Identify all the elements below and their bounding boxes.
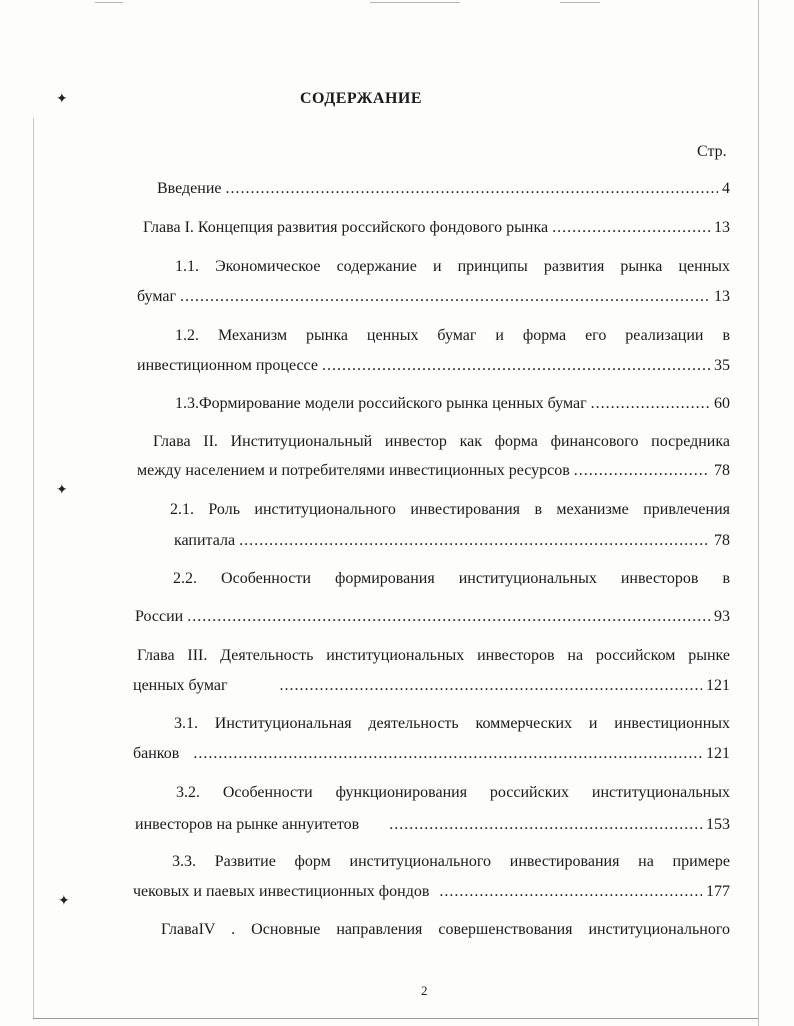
toc-entry-1-2: 1.2. Механизм рынка ценных бумаг и форма его реализации в (175, 327, 730, 344)
scan-border-right (758, 0, 759, 1026)
toc-entry-2-1-cont: капитала ..... 78 (174, 531, 730, 551)
toc-entry-3-2-cont: инвесторов на рынке аннуитетов ..... 153 (135, 815, 730, 835)
toc-entry-3-3-cont: чековых и паевых инвестиционных фондов ..... 177 (133, 882, 730, 902)
footer-page-number: 2 (421, 983, 428, 998)
toc-entry-3-1: 3.1. Институциональная деятельность коммерческих и инвестиционных (174, 715, 730, 732)
toc-entry-1-1-cont: бумаг ..... 13 (137, 287, 730, 307)
toc-entry-introduction: Введение ..... 4 (157, 179, 730, 199)
toc-entry-chapter-3-cont: ценных бумаг ..... 121 (133, 676, 730, 696)
scan-artifact (95, 2, 123, 3)
scan-border-left (33, 118, 34, 1018)
toc-entry-chapter-1: Глава I. Концепция развития российского фондового рынка ..... 13 (143, 218, 730, 238)
page-title: СОДЕРЖАНИЕ (300, 90, 423, 107)
scan-speck: ✦ (56, 92, 68, 107)
toc-entry-chapter-2: Глава II. Институциональный инвестор как форма финансового посредника (153, 433, 730, 450)
toc-entry-2-2: 2.2. Особенности формирования институциональных инвесторов в (173, 570, 730, 587)
toc-entry-2-1: 2.1. Роль институционального инвестирования в механизме привлечения (170, 501, 730, 518)
toc-entry-1-3: 1.3.Формирование модели российского рынка ценных бумаг ..... 60 (175, 394, 730, 414)
toc-entry-2-2-cont: России ..... 93 (135, 607, 730, 627)
scan-artifact (560, 2, 600, 3)
scan-speck: ✦ (58, 894, 70, 909)
toc-entry-1-2-cont: инвестиционном процессе ..... 35 (137, 356, 730, 376)
toc-entry-3-3: 3.3. Развитие форм институционального инвестирования на примере (172, 853, 730, 870)
scan-border-bottom (33, 1018, 758, 1019)
toc-entry-1-1: 1.1. Экономическое содержание и принципы развития рынка ценных (175, 258, 730, 275)
toc-entry-chapter-2-cont: между населением и потребителями инвестиционных ресурсов ..... 78 (137, 461, 730, 481)
toc-entry-chapter-4: ГлаваIV . Основные направления совершенствования институционального (161, 921, 730, 938)
toc-entry-3-1-cont: банков ..... 121 (133, 744, 730, 764)
scan-artifact (370, 2, 460, 3)
toc-entry-3-2: 3.2. Особенности функционирования российских институциональных (176, 784, 730, 801)
toc-entry-chapter-3: Глава III. Деятельность институциональных инвесторов на российском рынке (137, 647, 730, 664)
scan-speck: ✦ (56, 483, 68, 498)
page-column-label: Стр. (697, 143, 727, 160)
